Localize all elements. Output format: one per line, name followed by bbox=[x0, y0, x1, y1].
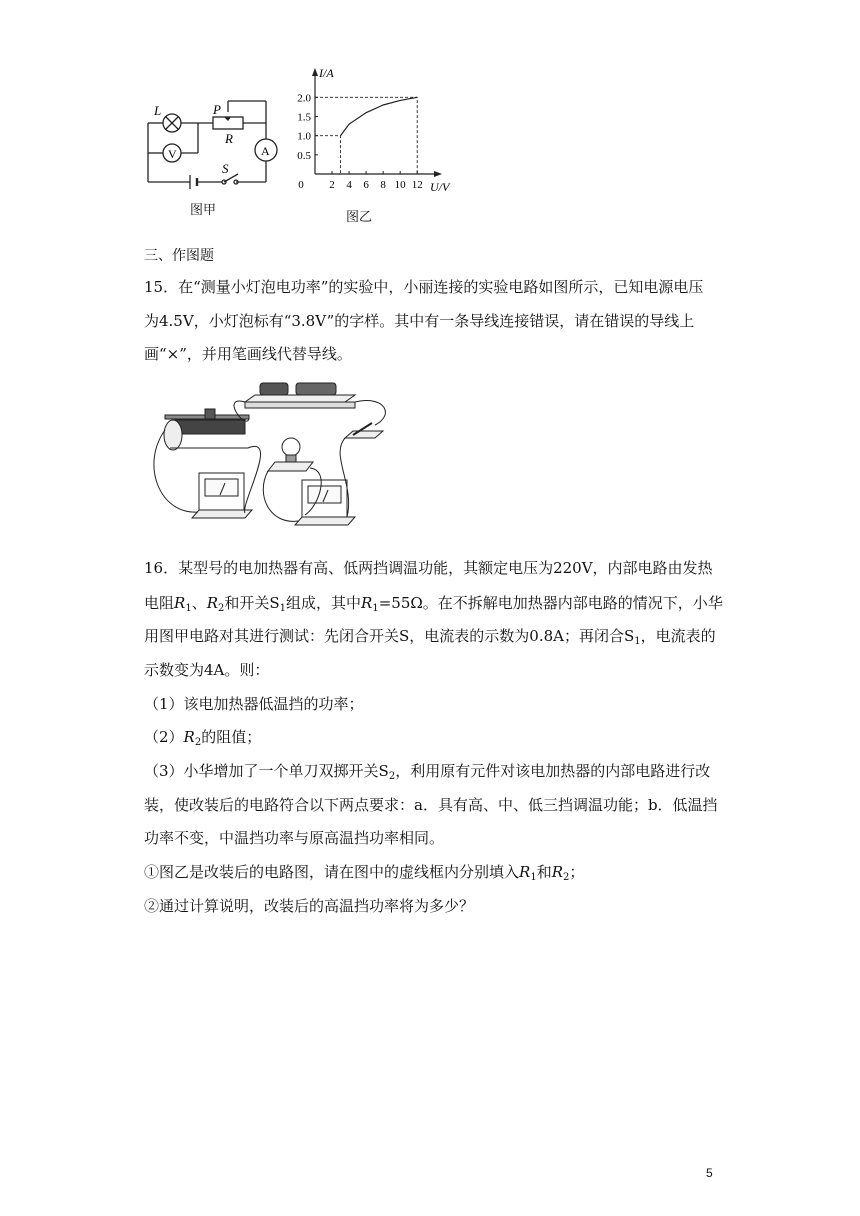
x-tick-label: 0 bbox=[298, 179, 304, 191]
q16-sub1: （1）该电加热器低温挡的功率； bbox=[144, 695, 364, 713]
subscript: 1 bbox=[279, 603, 287, 614]
q16-text: 和 bbox=[536, 863, 552, 881]
iu-curve bbox=[341, 97, 418, 135]
r2-symbol: R bbox=[206, 594, 218, 612]
q16-text: 电阻 bbox=[144, 594, 175, 612]
x-tick-label: 6 bbox=[363, 179, 369, 191]
resistor-label: R bbox=[225, 131, 233, 146]
q16-text: （3）小华增加了一个单刀双掷开关S bbox=[144, 762, 389, 780]
q16-circle1 bbox=[144, 861, 584, 882]
dashed-guide-line bbox=[315, 136, 341, 174]
r2-symbol: R bbox=[551, 863, 563, 881]
subscript: 2 bbox=[388, 771, 396, 782]
r1-symbol: R bbox=[361, 594, 373, 612]
q16-circle2: ②通过计算说明，改装后的高温挡功率将为多少？ bbox=[144, 897, 475, 915]
r1-symbol: R bbox=[174, 594, 186, 612]
q16-text: ，电流表的 bbox=[640, 627, 716, 645]
subscript: 2 bbox=[194, 737, 202, 748]
q16-text: =55Ω。在不拆解电加热器内部电路的情况下，小华 bbox=[378, 594, 723, 612]
lamp-label: L bbox=[154, 103, 162, 118]
y-tick-label: 2.0 bbox=[297, 92, 311, 105]
q15-line2: 为4.5V，小灯泡标有“3.8V”的字样。其中有一条导线连接错误，请在错误的导线上 bbox=[144, 312, 695, 330]
q16-text: ①图乙是改装后的电路图，请在图中的虚线框内分别填入 bbox=[144, 863, 520, 881]
q16-text: （2） bbox=[144, 728, 184, 746]
caption-yi: 图乙 bbox=[346, 210, 373, 225]
y-axis-arrow-icon bbox=[312, 68, 318, 76]
q16-line3 bbox=[144, 625, 716, 646]
subscript: 1 bbox=[185, 603, 192, 614]
q16-text: ，利用原有元件对该电加热器的内部电路进行改 bbox=[395, 762, 711, 780]
q16-line1: 16．某型号的电加热器有高、低两挡调温功能，其额定电压为220V，内部电路由发热 bbox=[144, 559, 713, 577]
y-tick-label: 1.0 bbox=[297, 130, 311, 143]
subscript: 1 bbox=[634, 636, 641, 647]
x-axis-arrow-icon bbox=[434, 171, 442, 177]
voltmeter-symbol: V bbox=[168, 147, 177, 161]
q16-text: ； bbox=[569, 863, 585, 881]
slider-label: P bbox=[213, 102, 221, 117]
q16-text: 、 bbox=[191, 594, 207, 612]
q16-text: 组成，其中 bbox=[286, 594, 362, 612]
r2-symbol: R bbox=[183, 728, 195, 746]
q16-text: 和开关S bbox=[224, 594, 280, 612]
r1-symbol: R bbox=[519, 863, 531, 881]
x-tick-label: 2 bbox=[329, 179, 335, 191]
caption-jia: 图甲 bbox=[190, 203, 217, 218]
subscript: 1 bbox=[530, 872, 537, 883]
ammeter-symbol: A bbox=[261, 144, 270, 158]
section-title: 三、作图题 bbox=[144, 248, 214, 264]
x-tick-label: 4 bbox=[346, 179, 352, 191]
iu-graph-yi bbox=[285, 60, 465, 195]
subscript: 2 bbox=[218, 603, 225, 614]
x-tick-label: 10 bbox=[394, 179, 406, 191]
q16-line2 bbox=[144, 592, 723, 613]
q16-line4: 示数变为4A。则： bbox=[144, 661, 270, 679]
subscript: 2 bbox=[563, 872, 570, 883]
q16-text: 的阻值； bbox=[201, 728, 262, 746]
q16-text: 用图甲电路对其进行测试：先闭合开关S，电流表的示数为0.8A；再闭合S bbox=[144, 627, 635, 645]
q16-line9: 功率不变，中温挡功率与原高温挡功率相同。 bbox=[144, 829, 445, 847]
slider-arrow-icon bbox=[224, 117, 231, 121]
x-tick-label: 8 bbox=[380, 179, 386, 191]
q16-line8: 装，使改装后的电路符合以下两点要求：a．具有高、中、低三挡调温功能；b．低温挡 bbox=[144, 796, 718, 814]
page-number: 5 bbox=[706, 1166, 713, 1180]
q15-line3: 画“×”，并用笔画线代替导线。 bbox=[144, 345, 352, 363]
subscript: 1 bbox=[372, 603, 379, 614]
q16-sub3 bbox=[144, 760, 710, 781]
circuit-diagram-jia bbox=[140, 90, 280, 200]
x-axis-label: U/V bbox=[430, 180, 450, 194]
q15-circuit-illustration bbox=[150, 375, 400, 535]
switch-label: S bbox=[222, 161, 229, 176]
y-tick-label: 1.5 bbox=[297, 111, 311, 124]
q15-line1: 15．在“测量小灯泡电功率”的实验中，小丽连接的实验电路如图所示，已知电源电压 bbox=[144, 278, 704, 296]
q16-sub2 bbox=[144, 726, 261, 747]
y-axis-label: I/A bbox=[319, 66, 334, 80]
x-tick-label: 12 bbox=[411, 179, 423, 191]
y-tick-label: 0.5 bbox=[297, 149, 311, 162]
